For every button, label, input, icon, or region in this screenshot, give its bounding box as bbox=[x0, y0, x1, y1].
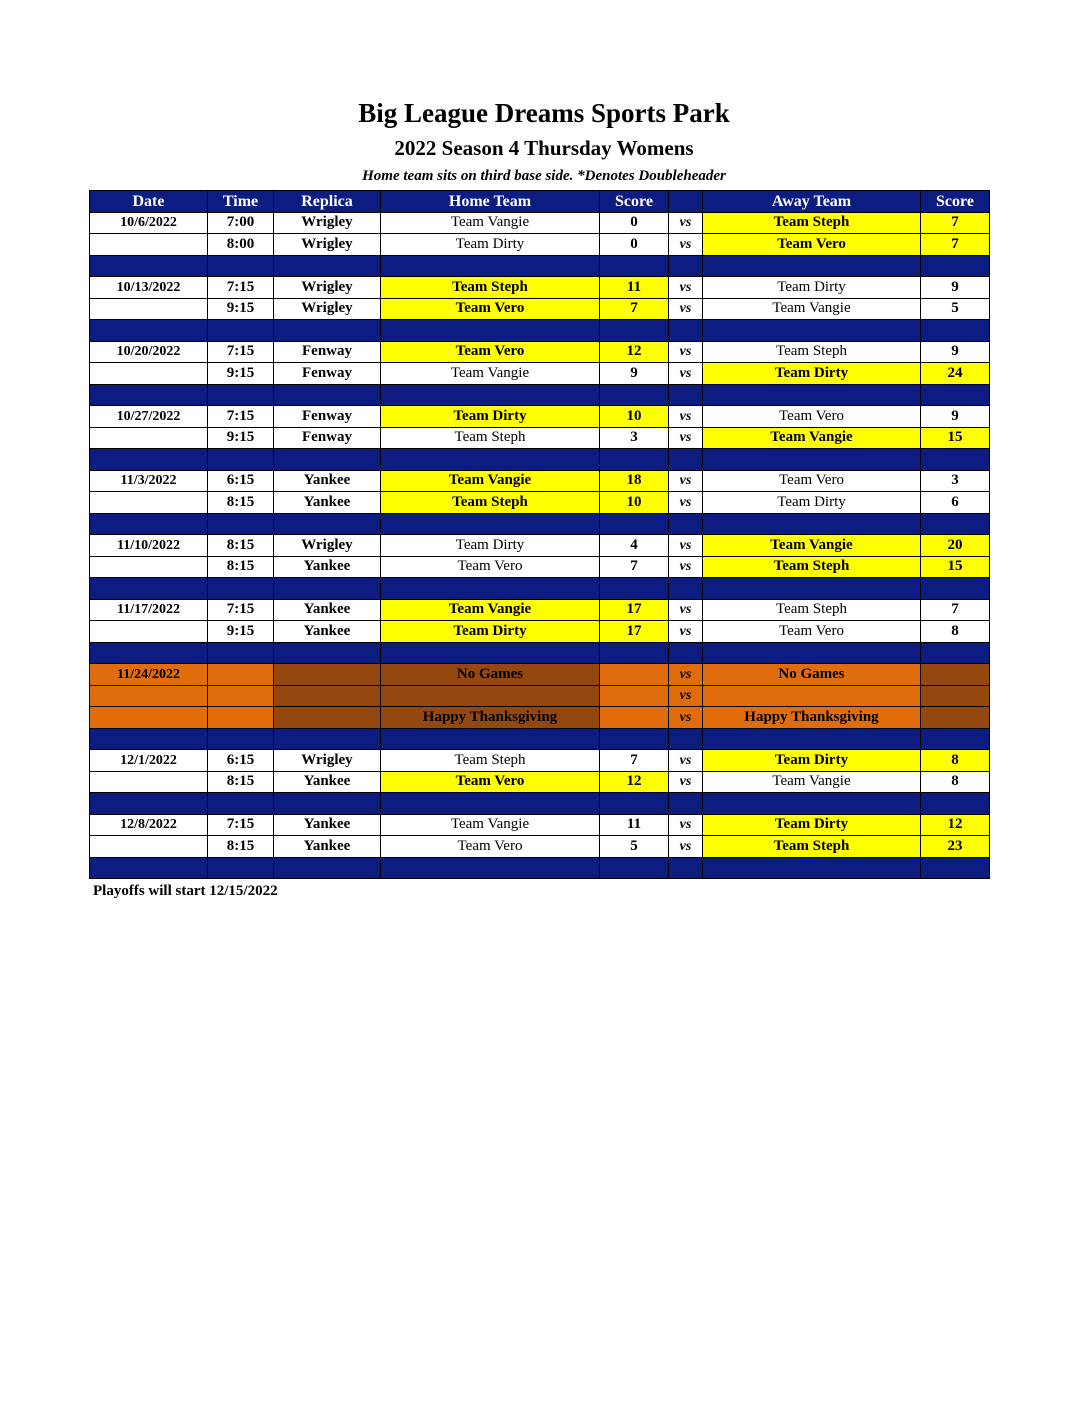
away-team-cell: Team Vero bbox=[703, 234, 921, 256]
separator-row bbox=[90, 320, 990, 342]
separator-cell bbox=[90, 793, 208, 815]
game-row bbox=[90, 599, 990, 621]
away-team-cell: Team Vangie bbox=[703, 427, 921, 449]
separator-cell bbox=[274, 857, 381, 879]
home-team-cell: Team Steph bbox=[381, 750, 600, 772]
vs-cell: vs bbox=[669, 836, 703, 858]
time-cell: 8:15 bbox=[208, 836, 274, 858]
separator-cell bbox=[381, 793, 600, 815]
holiday-row bbox=[90, 664, 990, 686]
away-team-cell: Team Vangie bbox=[703, 535, 921, 557]
home-team-cell: Team Vero bbox=[381, 298, 600, 320]
away-team-cell: No Games bbox=[703, 664, 921, 686]
game-row bbox=[90, 212, 990, 234]
time-cell: 8:00 bbox=[208, 234, 274, 256]
col-header-home-team: Home Team bbox=[381, 191, 600, 213]
date-cell bbox=[90, 707, 208, 729]
vs-cell: vs bbox=[669, 298, 703, 320]
date-cell: 10/6/2022 bbox=[90, 212, 208, 234]
replica-cell: Wrigley bbox=[274, 234, 381, 256]
game-row bbox=[90, 470, 990, 492]
separator-row bbox=[90, 857, 990, 879]
away-score-cell: 15 bbox=[921, 427, 990, 449]
separator-cell bbox=[703, 793, 921, 815]
separator-cell bbox=[669, 578, 703, 600]
home-team-cell: Team Vero bbox=[381, 836, 600, 858]
vs-cell: vs bbox=[669, 470, 703, 492]
vs-cell: vs bbox=[669, 212, 703, 234]
home-team-cell: Team Vangie bbox=[381, 599, 600, 621]
time-cell: 8:15 bbox=[208, 492, 274, 514]
time-cell: 7:15 bbox=[208, 341, 274, 363]
separator-row bbox=[90, 513, 990, 535]
col-header-home-score: Score bbox=[600, 191, 669, 213]
separator-cell bbox=[381, 578, 600, 600]
vs-cell: vs bbox=[669, 599, 703, 621]
home-score-cell bbox=[600, 707, 669, 729]
away-score-cell: 8 bbox=[921, 621, 990, 643]
separator-row bbox=[90, 728, 990, 750]
separator-cell bbox=[669, 320, 703, 342]
separator-cell bbox=[90, 513, 208, 535]
separator-cell bbox=[703, 642, 921, 664]
separator-cell bbox=[669, 513, 703, 535]
away-score-cell: 9 bbox=[921, 341, 990, 363]
separator-cell bbox=[600, 793, 669, 815]
time-cell: 7:15 bbox=[208, 814, 274, 836]
replica-cell bbox=[274, 685, 381, 707]
away-score-cell: 5 bbox=[921, 298, 990, 320]
vs-cell: vs bbox=[669, 341, 703, 363]
separator-cell bbox=[921, 384, 990, 406]
date-cell bbox=[90, 771, 208, 793]
home-score-cell: 7 bbox=[600, 298, 669, 320]
home-team-cell: Team Steph bbox=[381, 492, 600, 514]
header-row bbox=[90, 191, 990, 213]
replica-cell: Yankee bbox=[274, 599, 381, 621]
col-header-replica: Replica bbox=[274, 191, 381, 213]
separator-cell bbox=[274, 793, 381, 815]
home-score-cell: 12 bbox=[600, 341, 669, 363]
schedule-table bbox=[89, 190, 990, 879]
separator-cell bbox=[381, 513, 600, 535]
separator-row bbox=[90, 255, 990, 277]
vs-cell: vs bbox=[669, 277, 703, 299]
holiday-row bbox=[90, 707, 990, 729]
replica-cell: Yankee bbox=[274, 556, 381, 578]
separator-cell bbox=[208, 578, 274, 600]
game-row bbox=[90, 535, 990, 557]
home-team-cell: Team Vero bbox=[381, 556, 600, 578]
replica-cell: Yankee bbox=[274, 836, 381, 858]
date-cell bbox=[90, 234, 208, 256]
separator-cell bbox=[703, 384, 921, 406]
home-score-cell: 10 bbox=[600, 406, 669, 428]
separator-cell bbox=[600, 513, 669, 535]
separator-cell bbox=[274, 449, 381, 471]
replica-cell: Wrigley bbox=[274, 750, 381, 772]
away-team-cell: Team Dirty bbox=[703, 750, 921, 772]
away-team-cell: Team Vangie bbox=[703, 298, 921, 320]
time-cell bbox=[208, 707, 274, 729]
home-score-cell: 18 bbox=[600, 470, 669, 492]
separator-cell bbox=[703, 255, 921, 277]
vs-cell: vs bbox=[669, 707, 703, 729]
col-header-away-score: Score bbox=[921, 191, 990, 213]
home-team-cell: Team Vangie bbox=[381, 363, 600, 385]
home-team-cell: Team Steph bbox=[381, 427, 600, 449]
date-cell bbox=[90, 363, 208, 385]
separator-cell bbox=[274, 384, 381, 406]
separator-cell bbox=[600, 728, 669, 750]
vs-cell: vs bbox=[669, 234, 703, 256]
vs-cell: vs bbox=[669, 556, 703, 578]
separator-cell bbox=[208, 513, 274, 535]
vs-cell: vs bbox=[669, 492, 703, 514]
col-header-time: Time bbox=[208, 191, 274, 213]
separator-cell bbox=[381, 857, 600, 879]
separator-cell bbox=[208, 449, 274, 471]
separator-cell bbox=[669, 793, 703, 815]
schedule-body bbox=[90, 212, 990, 879]
separator-cell bbox=[921, 513, 990, 535]
game-row bbox=[90, 492, 990, 514]
replica-cell: Yankee bbox=[274, 771, 381, 793]
away-score-cell: 3 bbox=[921, 470, 990, 492]
away-team-cell: Team Dirty bbox=[703, 277, 921, 299]
separator-cell bbox=[703, 857, 921, 879]
replica-cell: Wrigley bbox=[274, 535, 381, 557]
separator-cell bbox=[669, 449, 703, 471]
vs-cell: vs bbox=[669, 685, 703, 707]
separator-cell bbox=[669, 728, 703, 750]
separator-row bbox=[90, 449, 990, 471]
home-team-cell: Team Vangie bbox=[381, 814, 600, 836]
separator-cell bbox=[703, 320, 921, 342]
away-team-cell: Team Steph bbox=[703, 556, 921, 578]
home-score-cell: 17 bbox=[600, 621, 669, 643]
away-score-cell: 9 bbox=[921, 406, 990, 428]
separator-cell bbox=[208, 320, 274, 342]
date-cell: 11/17/2022 bbox=[90, 599, 208, 621]
vs-cell: vs bbox=[669, 535, 703, 557]
separator-cell bbox=[208, 728, 274, 750]
vs-cell: vs bbox=[669, 406, 703, 428]
away-team-cell: Team Steph bbox=[703, 836, 921, 858]
game-row bbox=[90, 406, 990, 428]
away-team-cell: Team Dirty bbox=[703, 814, 921, 836]
home-score-cell bbox=[600, 685, 669, 707]
home-score-cell: 12 bbox=[600, 771, 669, 793]
away-score-cell bbox=[921, 685, 990, 707]
game-row bbox=[90, 427, 990, 449]
separator-cell bbox=[90, 449, 208, 471]
game-row bbox=[90, 298, 990, 320]
date-cell: 11/10/2022 bbox=[90, 535, 208, 557]
time-cell: 6:15 bbox=[208, 470, 274, 492]
time-cell: 7:15 bbox=[208, 599, 274, 621]
away-score-cell: 7 bbox=[921, 599, 990, 621]
separator-cell bbox=[669, 857, 703, 879]
separator-cell bbox=[921, 320, 990, 342]
home-score-cell: 5 bbox=[600, 836, 669, 858]
replica-cell: Yankee bbox=[274, 621, 381, 643]
date-cell bbox=[90, 556, 208, 578]
game-row bbox=[90, 750, 990, 772]
home-team-cell: Team Steph bbox=[381, 277, 600, 299]
page-title: Big League Dreams Sports Park bbox=[358, 98, 730, 128]
separator-cell bbox=[208, 255, 274, 277]
date-cell: 10/20/2022 bbox=[90, 341, 208, 363]
away-team-cell: Team Dirty bbox=[703, 363, 921, 385]
separator-cell bbox=[90, 320, 208, 342]
separator-cell bbox=[703, 578, 921, 600]
date-cell bbox=[90, 836, 208, 858]
playoffs-note: Playoffs will start 12/15/2022 bbox=[93, 883, 278, 899]
separator-cell bbox=[921, 255, 990, 277]
separator-cell bbox=[921, 449, 990, 471]
separator-row bbox=[90, 578, 990, 600]
date-cell: 11/3/2022 bbox=[90, 470, 208, 492]
home-team-cell: No Games bbox=[381, 664, 600, 686]
away-score-cell bbox=[921, 664, 990, 686]
separator-cell bbox=[208, 793, 274, 815]
home-team-cell: Team Vangie bbox=[381, 470, 600, 492]
home-score-cell: 17 bbox=[600, 599, 669, 621]
separator-row bbox=[90, 384, 990, 406]
separator-cell bbox=[381, 728, 600, 750]
away-team-cell: Team Steph bbox=[703, 341, 921, 363]
time-cell: 9:15 bbox=[208, 298, 274, 320]
vs-cell: vs bbox=[669, 814, 703, 836]
game-row bbox=[90, 621, 990, 643]
separator-cell bbox=[921, 728, 990, 750]
time-cell: 8:15 bbox=[208, 535, 274, 557]
separator-cell bbox=[381, 255, 600, 277]
away-score-cell: 15 bbox=[921, 556, 990, 578]
replica-cell: Yankee bbox=[274, 492, 381, 514]
page-subtitle: 2022 Season 4 Thursday Womens bbox=[394, 136, 694, 160]
col-header-away-team: Away Team bbox=[703, 191, 921, 213]
col-header-vs bbox=[669, 191, 703, 213]
separator-cell bbox=[274, 728, 381, 750]
col-header-date: Date bbox=[90, 191, 208, 213]
separator-cell bbox=[600, 449, 669, 471]
home-score-cell: 11 bbox=[600, 277, 669, 299]
game-row bbox=[90, 363, 990, 385]
away-score-cell: 23 bbox=[921, 836, 990, 858]
time-cell bbox=[208, 664, 274, 686]
home-score-cell: 0 bbox=[600, 212, 669, 234]
separator-cell bbox=[274, 642, 381, 664]
date-cell bbox=[90, 685, 208, 707]
time-cell: 9:15 bbox=[208, 363, 274, 385]
separator-row bbox=[90, 793, 990, 815]
home-team-cell bbox=[381, 685, 600, 707]
replica-cell: Fenway bbox=[274, 427, 381, 449]
separator-cell bbox=[703, 728, 921, 750]
separator-cell bbox=[600, 857, 669, 879]
separator-cell bbox=[600, 255, 669, 277]
home-team-cell: Happy Thanksgiving bbox=[381, 707, 600, 729]
home-team-cell: Team Dirty bbox=[381, 621, 600, 643]
separator-cell bbox=[669, 255, 703, 277]
separator-cell bbox=[274, 255, 381, 277]
separator-cell bbox=[274, 320, 381, 342]
away-team-cell: Happy Thanksgiving bbox=[703, 707, 921, 729]
home-score-cell: 7 bbox=[600, 556, 669, 578]
separator-cell bbox=[90, 642, 208, 664]
separator-cell bbox=[921, 857, 990, 879]
away-score-cell: 8 bbox=[921, 771, 990, 793]
date-cell: 12/8/2022 bbox=[90, 814, 208, 836]
away-score-cell: 12 bbox=[921, 814, 990, 836]
away-score-cell: 7 bbox=[921, 234, 990, 256]
away-score-cell: 8 bbox=[921, 750, 990, 772]
time-cell: 8:15 bbox=[208, 556, 274, 578]
game-row bbox=[90, 771, 990, 793]
vs-cell: vs bbox=[669, 427, 703, 449]
away-team-cell: Team Vero bbox=[703, 470, 921, 492]
home-team-cell: Team Vero bbox=[381, 771, 600, 793]
away-score-cell: 7 bbox=[921, 212, 990, 234]
date-cell bbox=[90, 427, 208, 449]
time-cell: 9:15 bbox=[208, 427, 274, 449]
replica-cell: Yankee bbox=[274, 814, 381, 836]
game-row bbox=[90, 836, 990, 858]
replica-cell: Fenway bbox=[274, 363, 381, 385]
home-score-cell: 4 bbox=[600, 535, 669, 557]
home-score-cell: 3 bbox=[600, 427, 669, 449]
time-cell: 9:15 bbox=[208, 621, 274, 643]
holiday-row bbox=[90, 685, 990, 707]
separator-cell bbox=[381, 320, 600, 342]
separator-cell bbox=[208, 384, 274, 406]
away-team-cell: Team Steph bbox=[703, 212, 921, 234]
home-team-cell: Team Vangie bbox=[381, 212, 600, 234]
separator-cell bbox=[90, 384, 208, 406]
home-score-cell: 9 bbox=[600, 363, 669, 385]
away-team-cell: Team Steph bbox=[703, 599, 921, 621]
time-cell: 7:15 bbox=[208, 277, 274, 299]
game-row bbox=[90, 814, 990, 836]
date-cell bbox=[90, 492, 208, 514]
separator-cell bbox=[381, 449, 600, 471]
away-score-cell: 24 bbox=[921, 363, 990, 385]
vs-cell: vs bbox=[669, 621, 703, 643]
separator-cell bbox=[921, 578, 990, 600]
separator-row bbox=[90, 642, 990, 664]
separator-cell bbox=[90, 857, 208, 879]
vs-cell: vs bbox=[669, 750, 703, 772]
separator-cell bbox=[703, 449, 921, 471]
away-score-cell: 9 bbox=[921, 277, 990, 299]
date-cell: 11/24/2022 bbox=[90, 664, 208, 686]
away-team-cell: Team Vero bbox=[703, 406, 921, 428]
replica-cell bbox=[274, 664, 381, 686]
game-row bbox=[90, 277, 990, 299]
game-row bbox=[90, 341, 990, 363]
separator-cell bbox=[703, 513, 921, 535]
replica-cell: Fenway bbox=[274, 406, 381, 428]
away-score-cell bbox=[921, 707, 990, 729]
home-team-cell: Team Dirty bbox=[381, 406, 600, 428]
separator-cell bbox=[90, 578, 208, 600]
separator-cell bbox=[600, 320, 669, 342]
home-team-cell: Team Dirty bbox=[381, 234, 600, 256]
separator-cell bbox=[921, 642, 990, 664]
replica-cell: Wrigley bbox=[274, 212, 381, 234]
vs-cell: vs bbox=[669, 771, 703, 793]
separator-cell bbox=[208, 857, 274, 879]
away-team-cell bbox=[703, 685, 921, 707]
time-cell: 7:00 bbox=[208, 212, 274, 234]
schedule-note: Home team sits on third base side. *Denotes Doubleheader bbox=[362, 168, 726, 184]
separator-cell bbox=[921, 793, 990, 815]
home-score-cell: 11 bbox=[600, 814, 669, 836]
away-score-cell: 20 bbox=[921, 535, 990, 557]
separator-cell bbox=[90, 728, 208, 750]
home-score-cell: 7 bbox=[600, 750, 669, 772]
away-score-cell: 6 bbox=[921, 492, 990, 514]
separator-cell bbox=[381, 384, 600, 406]
away-team-cell: Team Dirty bbox=[703, 492, 921, 514]
separator-cell bbox=[669, 384, 703, 406]
away-team-cell: Team Vangie bbox=[703, 771, 921, 793]
date-cell bbox=[90, 621, 208, 643]
away-team-cell: Team Vero bbox=[703, 621, 921, 643]
separator-cell bbox=[381, 642, 600, 664]
separator-cell bbox=[274, 578, 381, 600]
home-score-cell bbox=[600, 664, 669, 686]
separator-cell bbox=[274, 513, 381, 535]
replica-cell: Fenway bbox=[274, 341, 381, 363]
separator-cell bbox=[669, 642, 703, 664]
separator-cell bbox=[90, 255, 208, 277]
replica-cell: Yankee bbox=[274, 470, 381, 492]
separator-cell bbox=[600, 642, 669, 664]
home-team-cell: Team Vero bbox=[381, 341, 600, 363]
game-row bbox=[90, 556, 990, 578]
game-row bbox=[90, 234, 990, 256]
separator-cell bbox=[208, 642, 274, 664]
vs-cell: vs bbox=[669, 363, 703, 385]
date-cell bbox=[90, 298, 208, 320]
replica-cell: Wrigley bbox=[274, 277, 381, 299]
replica-cell bbox=[274, 707, 381, 729]
time-cell bbox=[208, 685, 274, 707]
time-cell: 6:15 bbox=[208, 750, 274, 772]
vs-cell: vs bbox=[669, 664, 703, 686]
home-team-cell: Team Dirty bbox=[381, 535, 600, 557]
date-cell: 10/27/2022 bbox=[90, 406, 208, 428]
home-score-cell: 10 bbox=[600, 492, 669, 514]
separator-cell bbox=[600, 578, 669, 600]
separator-cell bbox=[600, 384, 669, 406]
date-cell: 12/1/2022 bbox=[90, 750, 208, 772]
time-cell: 7:15 bbox=[208, 406, 274, 428]
home-score-cell: 0 bbox=[600, 234, 669, 256]
replica-cell: Wrigley bbox=[274, 298, 381, 320]
date-cell: 10/13/2022 bbox=[90, 277, 208, 299]
time-cell: 8:15 bbox=[208, 771, 274, 793]
